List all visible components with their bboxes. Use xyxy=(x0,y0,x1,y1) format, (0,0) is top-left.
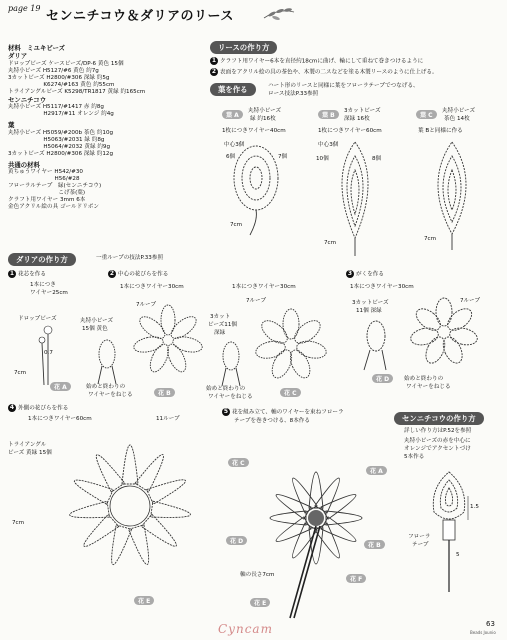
leaf-a-line2: 緑 約16枚 xyxy=(250,116,276,122)
step-2c-loop-diagram xyxy=(214,338,248,388)
senni-dim-4: 5 xyxy=(456,552,460,558)
senni-heading: センニチコウ xyxy=(8,95,47,104)
leaf-a-diagram xyxy=(228,140,288,240)
senni-note-2: 丸特小ビーズの赤を中心に xyxy=(404,438,471,444)
leaf-c-stem: 7cm xyxy=(424,236,437,242)
flower-b-diagram xyxy=(128,300,208,380)
leaf-b-center: 中心3個 xyxy=(318,142,339,148)
step-2h: 7ループ xyxy=(246,298,267,304)
flower-e-tag: 花 E xyxy=(134,596,154,605)
leaf-ornament-icon xyxy=(262,6,296,22)
leaf-c-diagram xyxy=(422,138,482,254)
step-4-text: 外側の花びらを作る xyxy=(18,405,69,412)
leaf-b-tag: 葉 B xyxy=(318,110,339,119)
flower-c-tag: 花 C xyxy=(280,388,301,397)
senni-dim-1: 1.5 xyxy=(470,504,479,510)
step-4d: ビーズ 黄緑 15個 xyxy=(8,450,52,456)
flower-e-diagram xyxy=(38,422,222,594)
step-2g: 1本につきワイヤー30cm xyxy=(232,284,296,290)
leaf-b-rows: 10個 xyxy=(316,156,329,162)
step-2-text: 中心の花びらを作る xyxy=(118,271,169,278)
step-2i: 3カット xyxy=(210,314,231,320)
assembly-tag-c: 花 C xyxy=(228,458,249,467)
flower-d-tag: 花 D xyxy=(372,374,393,383)
leaf-c-line2: 茶色 14枚 xyxy=(444,116,470,122)
step-4c: トライアングル xyxy=(8,442,47,448)
leaf-a-tag: 葉 A xyxy=(222,110,243,119)
wreath-step-1-text: クラフト用ワイヤー6本を直径約18cmに曲げ、輪にして重ねて巻きつけるように xyxy=(220,58,424,65)
leaf-b-diagram xyxy=(325,138,385,258)
leaf-b-stem: 7cm xyxy=(324,240,337,246)
material-line: 黄ちゅうワイヤー H542/#30 xyxy=(8,169,83,176)
step-2b: 丸特小ビーズ xyxy=(80,318,114,324)
assembly-tag-f: 花 F xyxy=(346,574,366,583)
materials-heading: 材料 ミユキビーズ xyxy=(8,44,65,52)
leaf-c-tag: 葉 C xyxy=(416,110,437,119)
senni-note-3: オレンジでアクセントづけ xyxy=(404,446,471,452)
step-2j: ビーズ11個 xyxy=(208,322,237,328)
assembly-diagram xyxy=(230,428,390,624)
leaf-a-center: 中心3個 xyxy=(224,142,245,148)
material-line: ドロップビーズ ケースビーズ/DP-6 黄色 15個 xyxy=(8,60,124,67)
material-line: H5064/#2032 黄緑 約9g xyxy=(8,143,111,150)
step-1b: ワイヤー25cm xyxy=(30,290,68,296)
material-line: クラフト用ワイヤー 3mm 6本 xyxy=(8,197,86,204)
step-2: 2 中心の花びらを作る xyxy=(109,270,169,278)
senni-title: センニチコウの作り方 xyxy=(394,412,484,425)
assembly-tag-b: 花 B xyxy=(364,540,385,549)
material-line: H2917/#11 オレンジ 約4g xyxy=(8,111,114,118)
page-title: センニチコウ＆ダリアのリース xyxy=(46,9,234,24)
senni-diagram xyxy=(424,466,474,596)
material-line: 3カットビーズ H2800/#306 深緑 約12g xyxy=(8,150,114,157)
material-line: 金色アクリル絵の具 ゴールドリボン xyxy=(8,204,99,211)
material-line: 丸特小ビーズ H5117/#1417 赤 約8g xyxy=(8,104,104,111)
dahlia-heading: ダリア xyxy=(8,52,28,61)
wreath-step-2-text: 表面をアクリル絵の具の茶色や、木製の二スなどを塗る木製リースのように仕上げる。 xyxy=(220,69,438,76)
senni-note-4: 5本作る xyxy=(404,454,425,460)
material-line: H56/#28 xyxy=(8,176,80,183)
flower-a-tag: 花 A xyxy=(50,382,71,391)
step-3-loop-diagram xyxy=(356,316,396,372)
assembly-tag-e: 花 E xyxy=(250,598,270,607)
step-2f: ワイヤーをねじる xyxy=(88,392,133,398)
leaf-c-line3: 葉 Bと同様に作る xyxy=(418,128,463,134)
senni-dim-3: テープ xyxy=(412,542,429,548)
material-line: こげ茶(葉) xyxy=(8,190,86,197)
step-2e: 始めと終わりの xyxy=(86,384,126,390)
step-5-text: 花を組み立て、軸のワイヤーを束ねフローラ xyxy=(232,409,344,416)
leaf-b-line2: 深緑 16枚 xyxy=(344,116,370,122)
flower-b-tag: 花 B xyxy=(154,388,175,397)
step-3: 3 がくを作る xyxy=(347,270,384,278)
leaf-a-stem: 7cm xyxy=(230,222,243,228)
step-1d: 0.7 xyxy=(44,350,53,356)
leaf-b-side: 8個 xyxy=(372,156,382,162)
step-4e: 7cm xyxy=(12,520,25,526)
leaf-a-line3: 1枚につきワイヤー40cm xyxy=(222,128,286,134)
leaf-title: 葉を作る xyxy=(210,83,256,96)
dahlia-title: ダリアの作り方 xyxy=(8,253,76,266)
step-4b: 11ループ xyxy=(156,416,180,422)
wreath-step-1: 1 クラフト用ワイヤー6本を直径約18cmに曲げ、輪にして重ねて巻きつけるように xyxy=(211,57,424,65)
page-label: page 19 xyxy=(8,4,41,13)
step-2-loop-diagram xyxy=(90,336,124,386)
assembly-tag-a: 花 A xyxy=(366,466,387,475)
material-line: 丸特小ビーズ H5127/#6 黄色 約7g xyxy=(8,67,99,74)
step-3a: 1本につきワイヤー30cm xyxy=(350,284,414,290)
common-heading: 共通の材料 xyxy=(8,160,40,169)
step-1a: 1本につき xyxy=(30,282,56,288)
step-2m: ワイヤーをねじる xyxy=(208,394,253,400)
wreath-step-2: 2 表面をアクリル絵の具の茶色や、木製の二スなどを塗る木製リースのように仕上げる。 xyxy=(211,68,438,76)
leaf-a-line1: 丸特小ビーズ xyxy=(248,108,282,114)
leaf-a-side: 7個 xyxy=(278,154,288,160)
leaf-heading: 葉 xyxy=(8,121,15,130)
page-number: 63 xyxy=(486,620,495,628)
wreath-title: リースの作り方 xyxy=(210,41,277,54)
leaf-b-line1: 3カットビーズ xyxy=(344,108,381,114)
step-2c: 15個 黄色 xyxy=(82,326,108,332)
materials-block xyxy=(8,44,206,211)
material-line: 3カットビーズ H2800/#306 深緑 約5g xyxy=(8,74,110,81)
leaf-a-rows: 6個 xyxy=(226,154,236,160)
dahlia-note: 一重ループの技法P.33参照 xyxy=(96,255,164,261)
leaf-note-2: ロース技法P.33参照 xyxy=(268,91,319,97)
step-3-text: がくを作る xyxy=(356,271,384,278)
step-3e: 始めと終わりの xyxy=(404,376,444,382)
step-3f: ワイヤーをねじる xyxy=(406,384,451,390)
step-1: 1 花芯を作る xyxy=(9,270,46,278)
step-3c: 3カットビーズ xyxy=(352,300,389,306)
flower-d-diagram xyxy=(400,292,490,372)
material-line: フローラルテープ 緑(センニチコウ) xyxy=(8,183,102,190)
brand-logo: Cyncam xyxy=(218,622,273,636)
leaf-b-line3: 1枚につきワイヤー60cm xyxy=(318,128,382,134)
material-line: 丸特小ビーズ H5059/#200b 茶色 約10g xyxy=(8,129,114,136)
step-5: 5 花を組み立て、軸のワイヤーを束ねフローラ xyxy=(223,408,344,416)
material-line: K6274/#163 黄色 約55cm xyxy=(8,81,115,88)
step-2a: 1本につきワイヤー30cm xyxy=(120,284,184,290)
step-2k: 深緑 xyxy=(214,330,226,336)
step-4a: 1本につきワイヤー60cm xyxy=(28,416,92,422)
step-1c: ドロップビーズ xyxy=(18,316,57,322)
step-2d: 7ループ xyxy=(136,302,157,308)
step-2l: 始めと終わりの xyxy=(206,386,246,392)
step-3d: 11個 深緑 xyxy=(356,308,382,314)
step-1e: 7cm xyxy=(14,370,27,376)
step-1-text: 花芯を作る xyxy=(18,271,46,278)
senni-note-1: 詳しい作り方はP.52を参照 xyxy=(404,428,472,434)
senni-dim-2: フローラ xyxy=(408,534,431,540)
step-5a: テープを巻きつける、8本作る xyxy=(234,418,310,424)
step-1-diagram xyxy=(28,310,68,390)
footer-credit: Beads Jounio xyxy=(470,630,496,635)
material-line: トライアングルビーズ K5298/TR1817 黄緑 約165cm xyxy=(8,88,146,95)
assembly-tag-d: 花 D xyxy=(226,536,247,545)
flower-c-diagram xyxy=(250,304,332,386)
leaf-note-1: ハート形のリースと同様に葉をフローラテープでつなげる、 xyxy=(268,83,419,89)
step-3b: 7ループ xyxy=(460,298,481,304)
step-5b: 軸の長さ7cm xyxy=(240,572,275,578)
material-line: H5063/#2031 緑 約8g xyxy=(8,136,105,143)
leaf-c-line1: 丸特小ビーズ xyxy=(442,108,476,114)
step-4: 4 外側の花びらを作る xyxy=(9,404,69,412)
